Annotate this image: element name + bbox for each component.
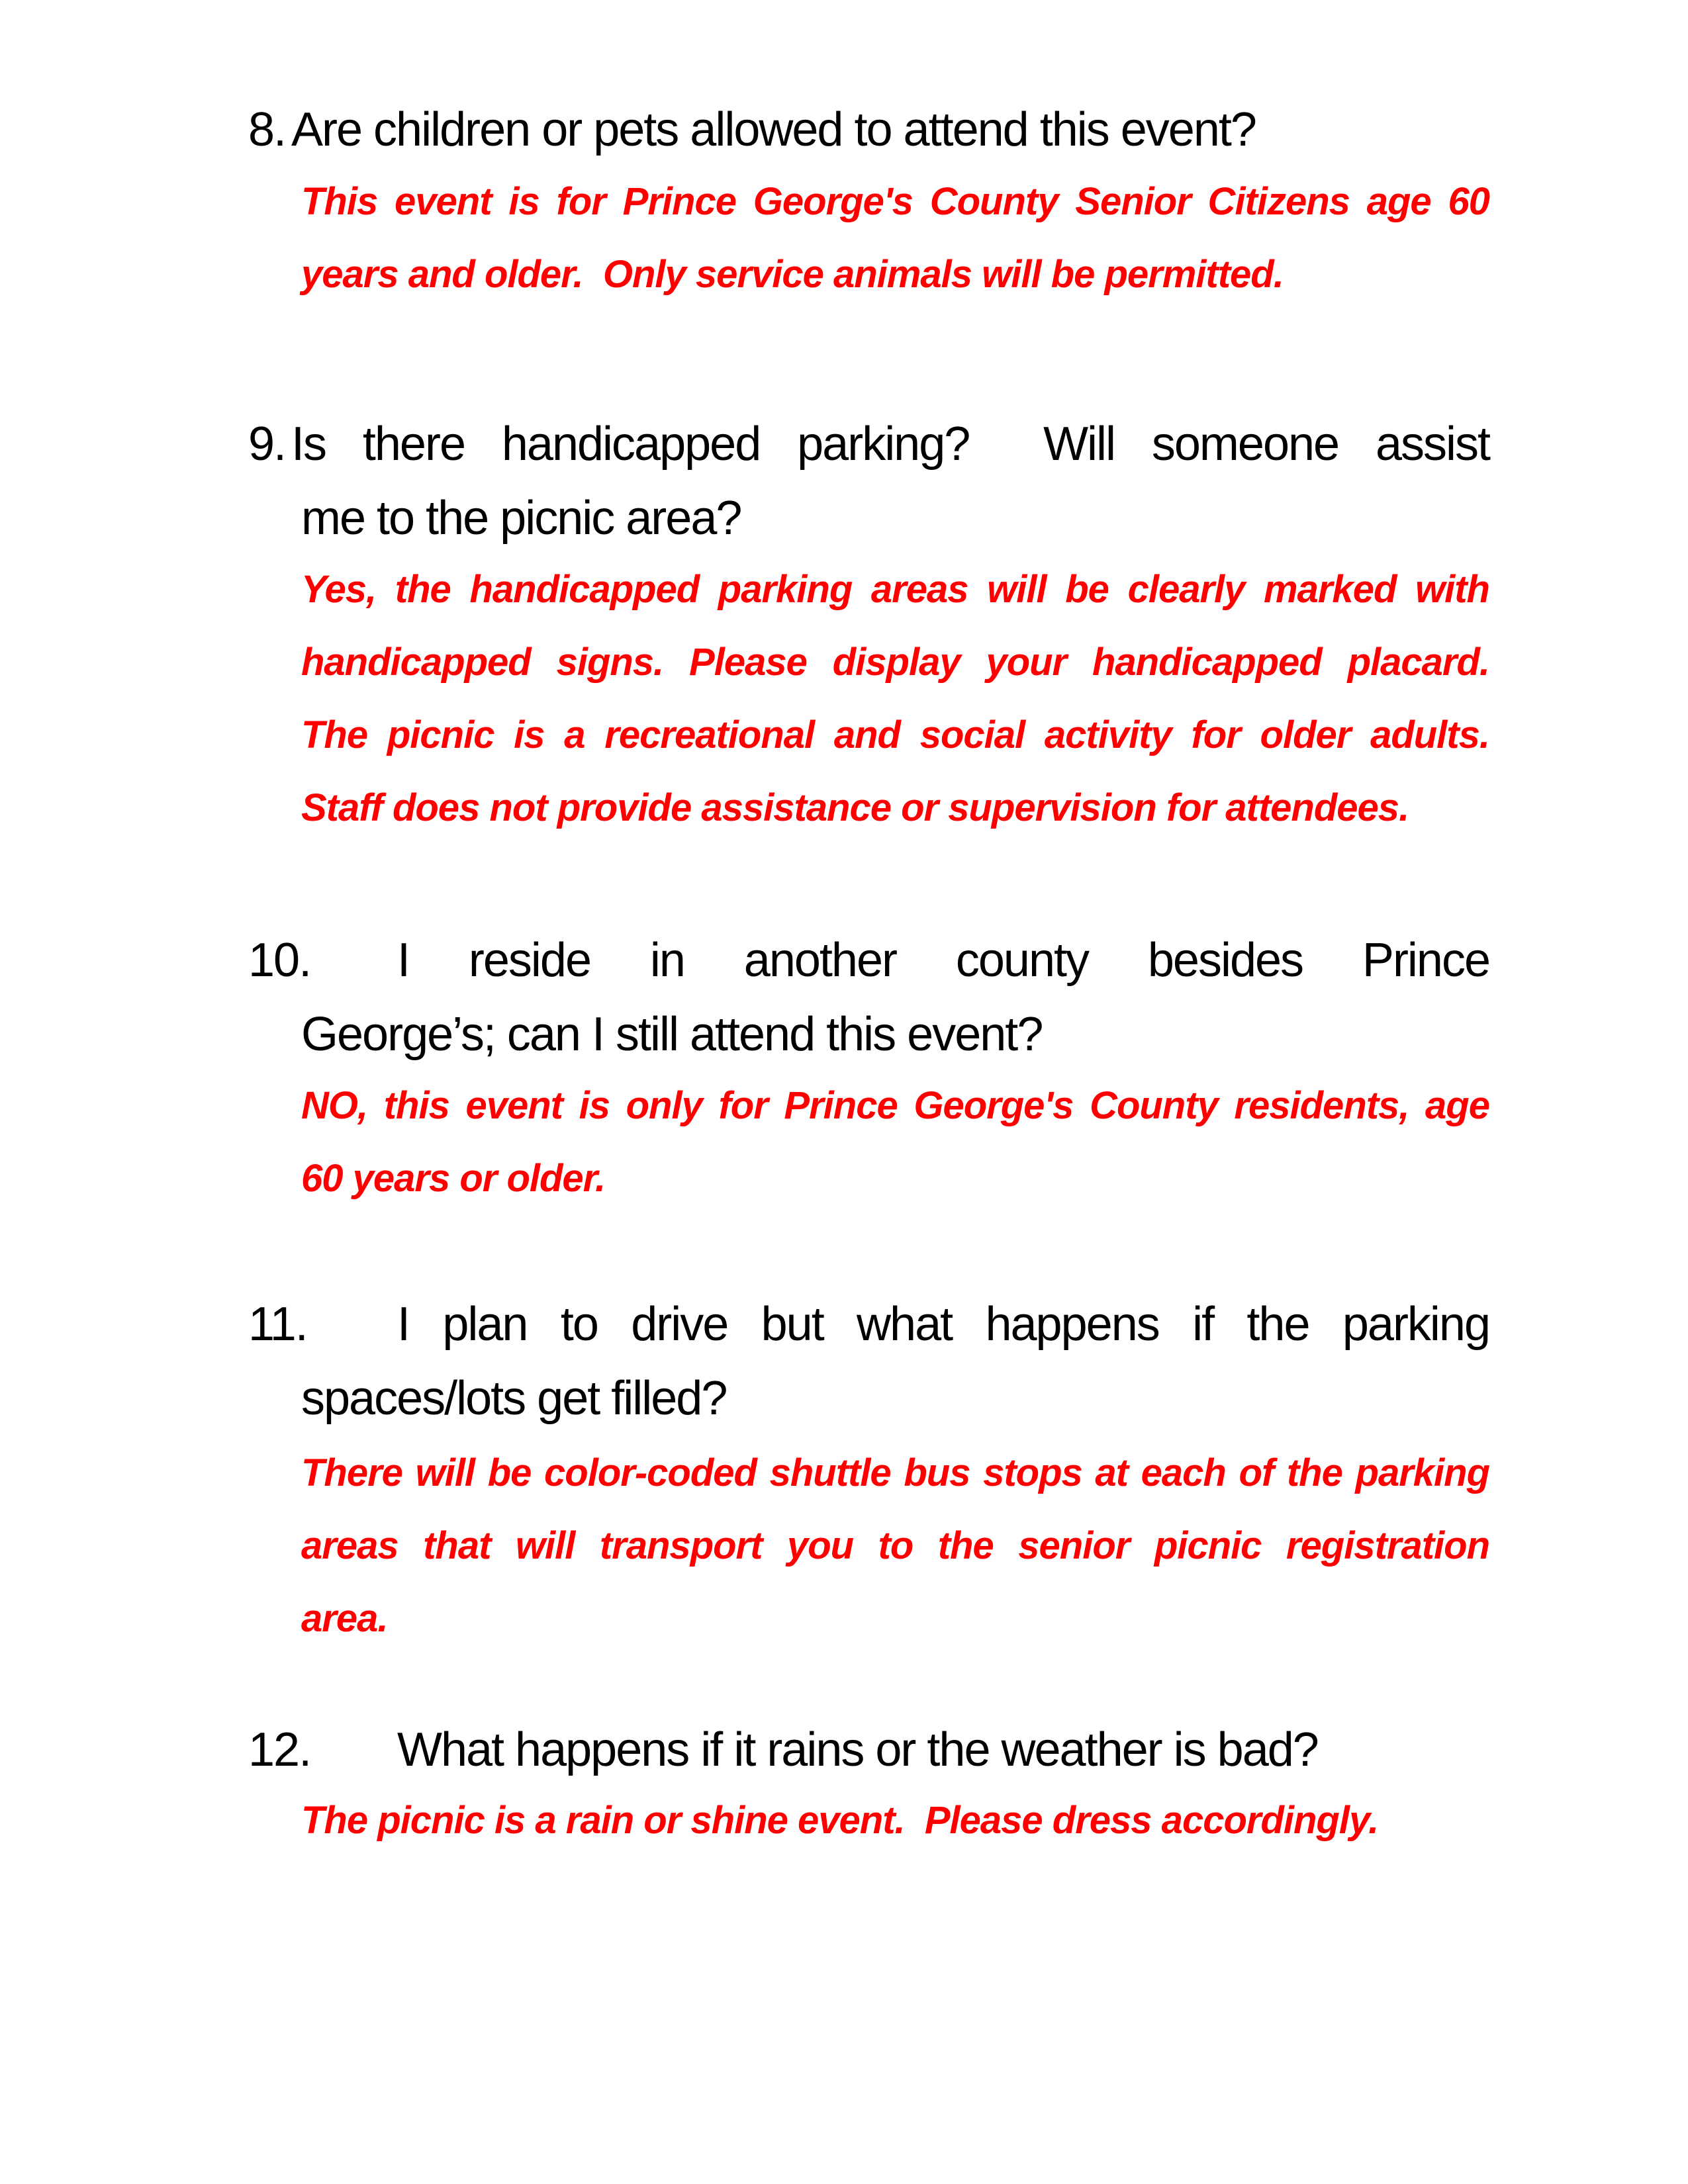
faq-item-10-answer-line-2: 60 years or older. <box>301 1157 606 1200</box>
faq-item-9-question-line-2: me to the picnic area? <box>301 492 741 545</box>
faq-item-10-answer-line-1: NO, this event is only for Prince George's County residents, age <box>301 1084 1489 1127</box>
faq-item-8-answer-line-1: This event is for Prince George's County Senior Citizens age 60 <box>301 180 1489 223</box>
question-number: 10. <box>248 934 311 987</box>
faq-item-8-question-line-1 <box>248 93 1489 167</box>
question-number: 12. <box>248 1723 311 1776</box>
faq-item-9-question-line-1 <box>248 407 1489 481</box>
faq-item-11-answer-line-3: area. <box>301 1597 388 1640</box>
faq-item-10-question-line-1 <box>248 923 1489 997</box>
faq-item-9-answer-line-4: Staff does not provide assistance or supervision for attendees. <box>301 786 1409 829</box>
question-text: I plan to drive but what happens if the parking <box>397 1298 1489 1351</box>
faq-item-8-answer-line-2: years and older. Only service animals will be permitted. <box>301 253 1284 296</box>
question-text: Is there handicapped parking? Will someone assist <box>291 418 1489 471</box>
faq-item-9-answer-line-1: Yes, the handicapped parking areas will be clearly marked with <box>301 568 1489 611</box>
question-text: What happens if it rains or the weather is bad? <box>397 1723 1318 1776</box>
faq-item-12-answer-line-1: The picnic is a rain or shine event. Please dress accordingly. <box>301 1799 1379 1842</box>
faq-item-10-question-line-2: George’s; can I still attend this event? <box>301 1008 1043 1061</box>
question-number: 9. <box>248 418 286 471</box>
faq-item-11-question-line-1 <box>248 1287 1489 1361</box>
faq-item-11-question-line-2: spaces/lots get filled? <box>301 1372 727 1425</box>
question-number: 11. <box>248 1298 307 1351</box>
question-text: Are children or pets allowed to attend this event? <box>291 103 1256 156</box>
faq-item-12-question-line-1 <box>248 1713 1489 1787</box>
question-text: I reside in another county besides Prince <box>397 934 1489 987</box>
faq-item-9-answer-line-2: handicapped signs. Please display your handicapped placard. <box>301 641 1489 684</box>
question-number: 8. <box>248 103 286 156</box>
faq-item-11-answer-line-1: There will be color-coded shuttle bus stops at each of the parking <box>301 1451 1489 1494</box>
faq-item-11-answer-line-2: areas that will transport you to the senior picnic registration <box>301 1524 1489 1567</box>
faq-item-9-answer-line-3: The picnic is a recreational and social activity for older adults. <box>301 713 1489 756</box>
